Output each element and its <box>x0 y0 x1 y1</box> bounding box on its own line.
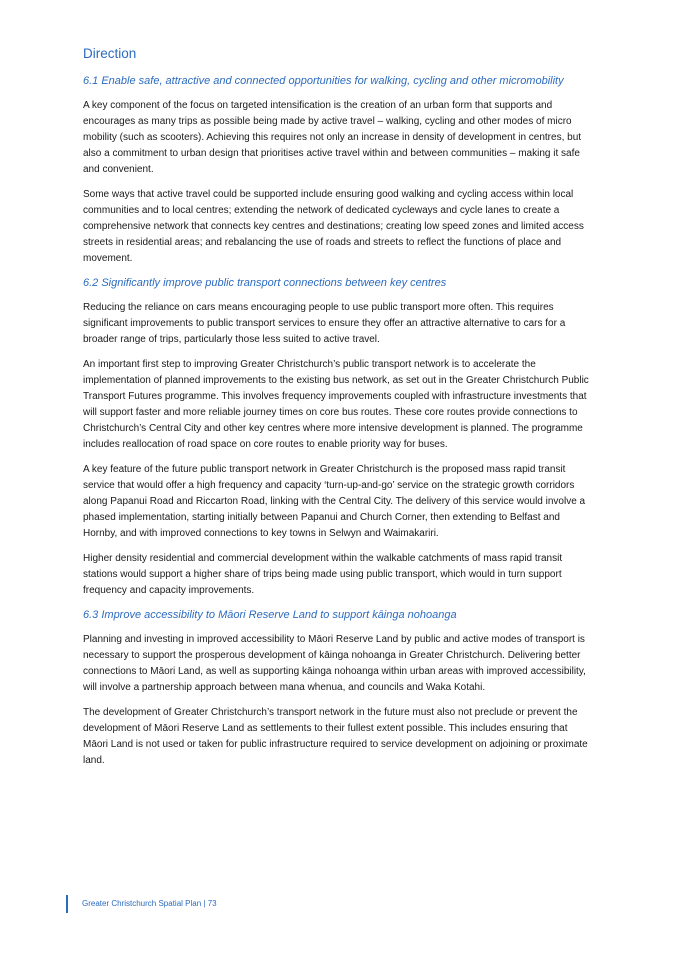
section-heading: 6.3 Improve accessibility to Māori Reserve Land to support kāinga nohoanga <box>83 609 457 621</box>
paragraph: A key feature of the future public transport network in Greater Christchurch is the proposed mass rapid transit service that would offer a high frequency and capacity ‘turn-up-and-go’ service on the strategic growth corridors along Papanui Road and Riccarton Road, linking with the Central City. The delivery of this service would involve a phased implementation, starting initially between Papanui and Church Corner, then extending to Belfast and Hornby, and with improved connections to key towns in Selwyn and Waimakariri. <box>83 464 586 539</box>
paragraph: A key component of the focus on targeted intensification is the creation of an urban form that supports and encourages as many trips as possible being made by active travel – walking, cycling and other modes of micro mobility (such as scooters). Achieving this requires not only an increase in density of development in centres, but also a commitment to urban design that prioritises active travel within and between communities – making it safe and convenient. <box>83 100 582 175</box>
section-6-2 <box>83 277 595 599</box>
paragraph: Some ways that active travel could be supported include ensuring good walking and cycling access within local communities and to local centres; extending the network of dedicated cycleways and cycle lanes to create a comprehensive network that connects key centres and destinations; creating low speed zones and limited access streets in residential areas; and rebalancing the use of roads and streets to reflect the functions of place and movement. <box>83 189 584 264</box>
document-page <box>83 46 595 779</box>
section-heading: 6.1 Enable safe, attractive and connected opportunities for walking, cycling and other micromobility <box>83 75 564 87</box>
paragraph: Planning and investing in improved accessibility to Māori Reserve Land by public and active modes of transport is necessary to support the prosperous development of kāinga nohoanga in Greater Christchurch. Delivering better connections to Māori Land, as well as supporting kāinga nohoanga within urban areas with improved accessibility, will involve a partnership approach between mana whenua, and councils and Waka Kotahi. <box>83 634 586 693</box>
paragraph: The development of Greater Christchurch’s transport network in the future must also not preclude or prevent the development of Māori Reserve Land as settlements to their fullest extent possible. This includes ensuring that Māori Land is not used or taken for public infrastructure required to service development on adjoining or proximate land. <box>83 707 588 766</box>
page-footer: Greater Christchurch Spatial Plan | 73 <box>66 895 217 913</box>
paragraph: An important first step to improving Greater Christchurch’s public transport network is to accelerate the implementation of planned improvements to the existing bus network, as set out in the Greater Christchurch Public Transport Futures programme. This involves frequency improvements coupled with infrastructure investments that will support faster and more reliable journey times on core bus routes. These core routes provide connections to Christchurch’s Central City and other key centres where more intensive development is planned. The programme includes reallocation of road space on core routes to enable priority way for buses. <box>83 359 589 450</box>
section-6-3 <box>83 609 595 769</box>
section-6-1 <box>83 75 595 267</box>
paragraph: Higher density residential and commercial development within the walkable catchments of mass rapid transit stations would support a higher share of trips being made using public transport, which would in turn support frequency and capacity improvements. <box>83 553 563 596</box>
paragraph: Reducing the reliance on cars means encouraging people to use public transport more often. This requires significant improvements to public transport services to ensure they offer an attractive alternative to cars for a broader range of trips, particularly those less suited to active travel. <box>83 302 566 345</box>
section-heading: 6.2 Significantly improve public transport connections between key centres <box>83 277 447 289</box>
page-title: Direction <box>83 46 137 61</box>
